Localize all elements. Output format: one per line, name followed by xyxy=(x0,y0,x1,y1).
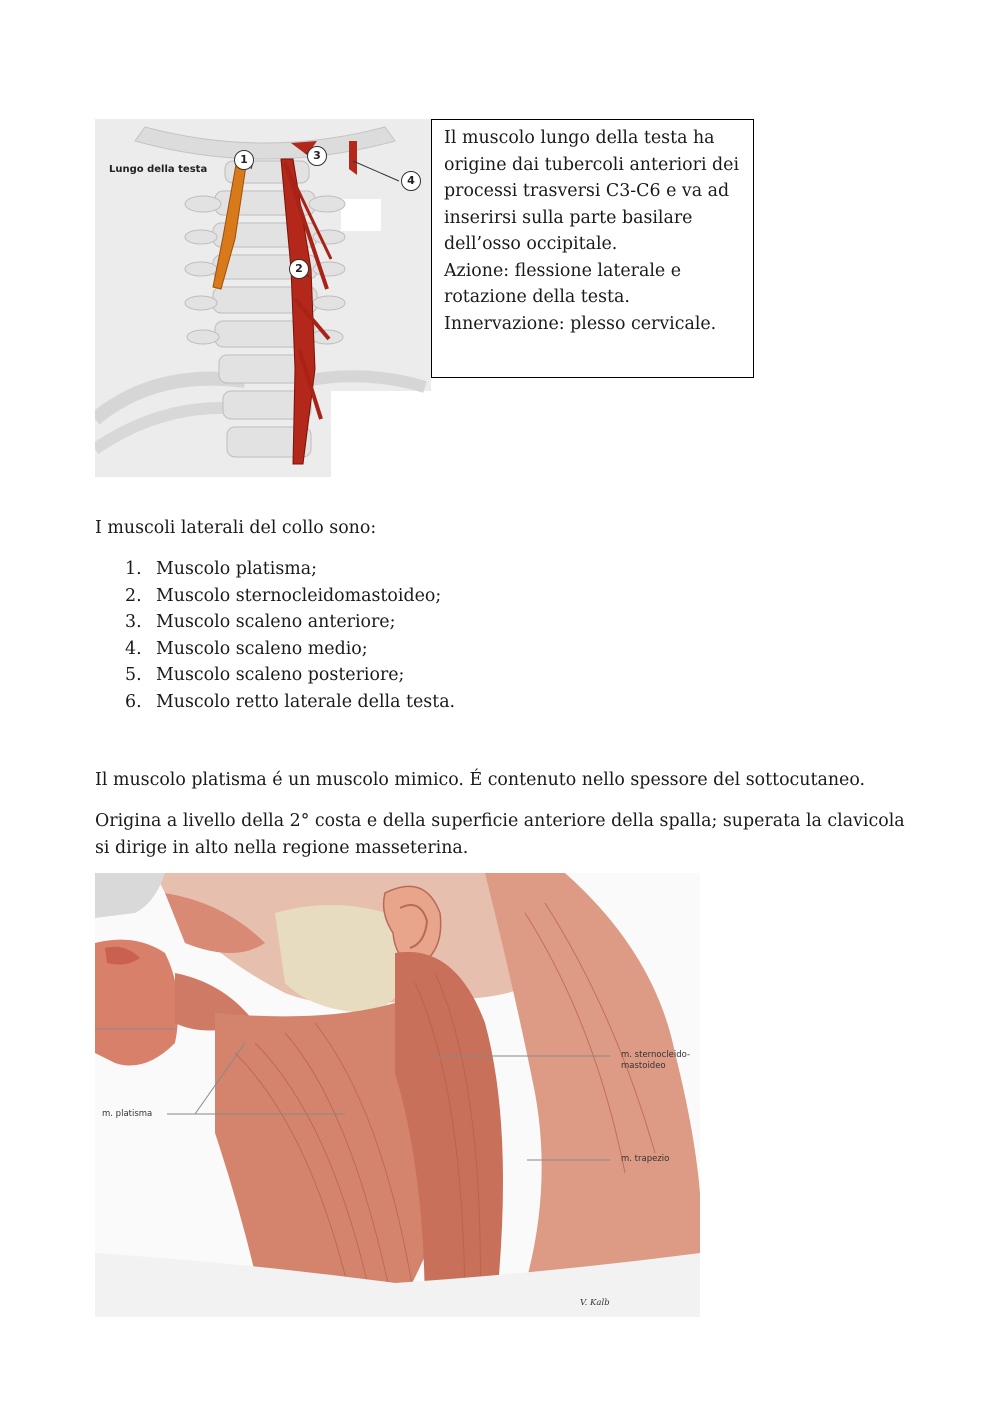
label-platisma: m. platisma xyxy=(102,1109,153,1119)
paragraph-platisma: Il muscolo platisma é un muscolo mimico. É contenuto nello spessore del sottocutaneo. xyxy=(95,770,866,790)
description-line: inserirsi sulla parte basilare xyxy=(444,207,693,228)
list-item xyxy=(95,609,455,636)
list-text: Muscolo scaleno medio; xyxy=(156,638,368,659)
artist-signature: V. Kalb xyxy=(580,1298,610,1308)
list-text: Muscolo sternocleidomastoideo; xyxy=(156,585,442,606)
marker-4: 4 xyxy=(401,171,421,191)
list-text: Muscolo scaleno posteriore; xyxy=(156,665,405,685)
muscle-list xyxy=(95,556,455,715)
list-number: 3. xyxy=(125,612,142,632)
list-text: Muscolo retto laterale della testa. xyxy=(156,691,456,712)
list-number: 5. xyxy=(125,665,142,685)
cervical-spine-illustration xyxy=(95,119,431,477)
description-line: Il muscolo lungo della testa ha xyxy=(444,128,715,148)
list-item xyxy=(95,583,455,610)
description-line: rotazione della testa. xyxy=(444,287,630,307)
description-line: Azione: flessione laterale e xyxy=(444,260,681,281)
list-number: 4. xyxy=(125,638,142,659)
list-number: 1. xyxy=(125,559,142,579)
list-number: 6. xyxy=(125,691,142,712)
marker-1: 1 xyxy=(234,150,254,170)
list-item xyxy=(95,662,455,689)
description-line: origine dai tubercoli anteriori dei xyxy=(444,154,740,175)
list-text: Muscolo platisma; xyxy=(156,559,317,579)
description-box xyxy=(431,119,754,378)
list-item xyxy=(95,689,455,716)
description-line: Innervazione: plesso cervicale. xyxy=(444,313,717,334)
marker-3: 3 xyxy=(307,146,327,166)
list-text: Muscolo scaleno anteriore; xyxy=(156,612,396,632)
list-item xyxy=(95,636,455,663)
figure-label-lungo-della-testa: Lungo della testa xyxy=(109,164,208,175)
marker-2: 2 xyxy=(289,259,309,279)
paragraph-origin: Origina a livello della 2° costa e della superficie anteriore della spalla; superata la clavicola si dirige in alto nella regione masseterina. xyxy=(95,811,905,858)
list-number: 2. xyxy=(125,585,142,606)
description-line: processi trasversi C3-C6 e va ad xyxy=(444,181,730,201)
label-sternocleidomastoideo-1: m. sternocleido- xyxy=(621,1050,691,1060)
label-trapezio: m. trapezio xyxy=(621,1154,670,1164)
label-sternocleidomastoideo-2: mastoideo xyxy=(621,1061,666,1071)
neck-muscles-illustration xyxy=(95,873,700,1317)
list-item xyxy=(95,556,455,583)
description-line: dell’osso occipitale. xyxy=(444,234,618,254)
neck-muscles-drawing xyxy=(95,873,700,1317)
list-intro: I muscoli laterali del collo sono: xyxy=(95,518,377,538)
